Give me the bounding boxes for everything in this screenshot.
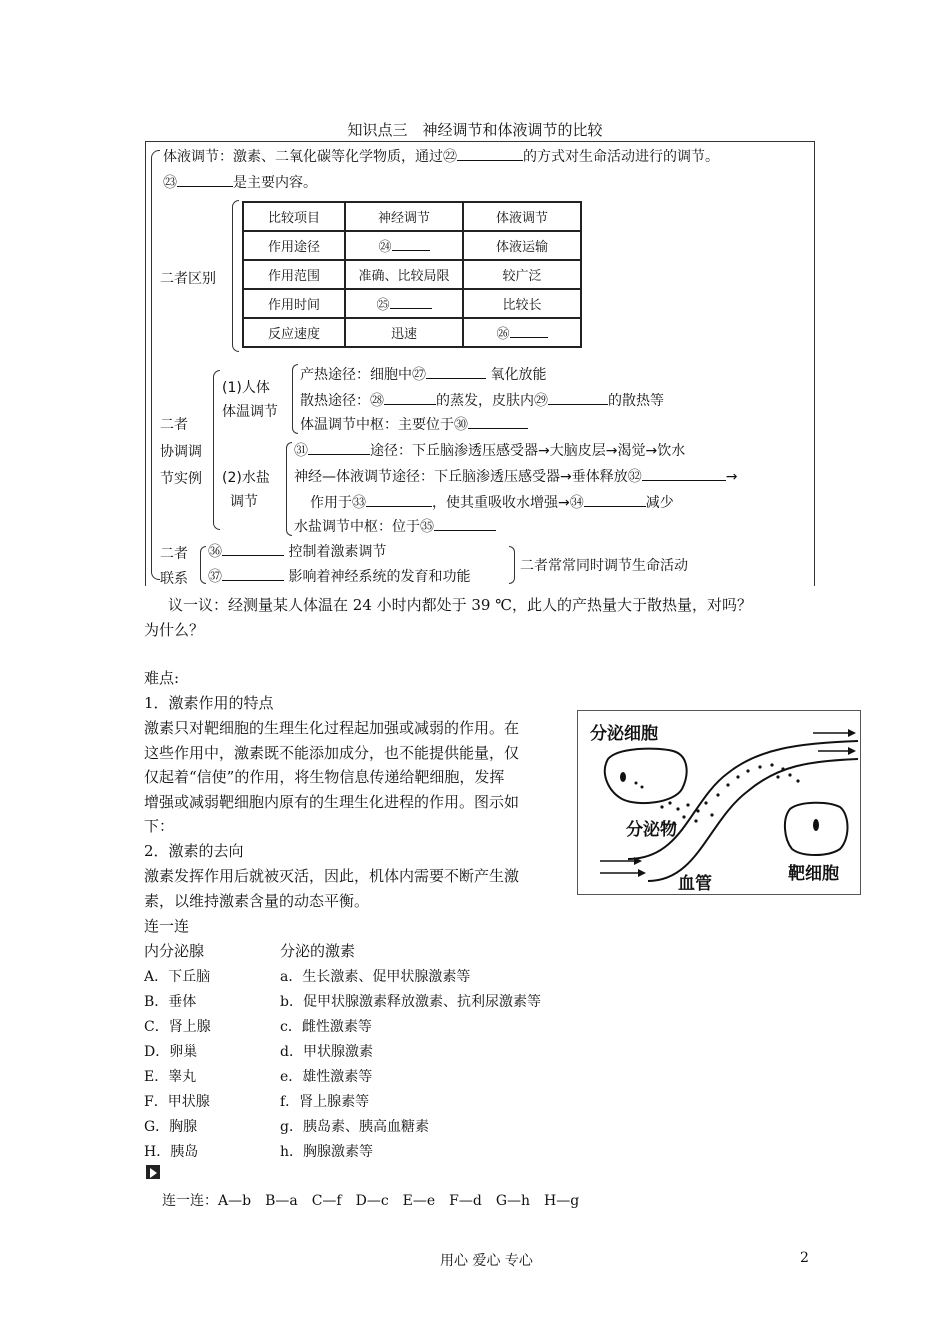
table-row: 作用时间 ㉕ 比较长 — [243, 289, 581, 318]
blank-29 — [548, 392, 608, 405]
water-salt-label: (2)水盐 调节 — [222, 470, 270, 510]
table-header: 比较项目 — [243, 202, 345, 231]
temperature-center-line: 体温调节中枢：主要位于㉚ — [300, 414, 528, 434]
secretion-label: 分泌物 — [626, 820, 677, 840]
blank-33 — [366, 494, 432, 507]
table-row: 反应速度 迅速 ㉖ — [243, 318, 581, 347]
blank-23 — [177, 174, 233, 187]
blank-31 — [308, 442, 370, 455]
relation-line-36: ㊱ 控制着激素调节 — [208, 544, 387, 560]
list-item: c．雌性激素等 — [280, 1019, 372, 1035]
list-item: B．垂体 — [144, 994, 197, 1010]
point1-body: 激素只对靶细胞的生理生化过程起加强或减弱的作用。在 这些作用中，激素既不能添加成分，也不能提供能量，仅 仅起着“信使”的作用，将生物信息传递给靶细胞，发挥 增强或减弱靶细胞内原有的生理生化进程的作用。图示如 下： — [144, 719, 520, 835]
differences-label: 二者区别 — [160, 271, 216, 287]
point2-body: 激素发挥作用后就被灭活，因此，机体内需要不断产生激 素，以维持激素含量的动态平衡。 — [144, 867, 520, 910]
list-item: f．肾上腺素等 — [280, 1094, 370, 1110]
water-center-line: 水盐调节中枢：位于㉟ — [294, 516, 496, 536]
answer-line: 连一连：A—b B—a C—f D—c E—e F—d G—h H—g — [162, 1193, 580, 1209]
differences-brace — [232, 200, 239, 352]
relation-line-37: ㊲ 影响着神经系统的发育和功能 — [208, 569, 471, 585]
blood-vessel-label: 血管 — [678, 874, 712, 894]
relation-right-brace — [509, 546, 515, 584]
comparison-table — [242, 201, 582, 348]
temperature-label: (1)人体 体温调节 — [222, 380, 278, 420]
water-salt-brace — [286, 442, 292, 536]
hormone-list — [280, 965, 541, 1165]
list-item: d．甲状腺激素 — [280, 1044, 373, 1060]
humoral-definition-line1: 体液调节：激素、二氧化碳等化学物质，通过㉒ 的方式对生命活动进行的调节。 — [163, 149, 719, 165]
list-item: h．胸腺激素等 — [280, 1144, 374, 1160]
point1-title: 1．激素作用的特点 — [144, 694, 274, 712]
outer-brace — [151, 150, 160, 580]
blank-28 — [384, 392, 436, 405]
blank-22 — [457, 148, 523, 161]
page-number: 2 — [800, 1250, 809, 1266]
match-heading: 连一连 — [144, 917, 190, 935]
list-item: g．胰岛素、胰高血糖素 — [280, 1119, 429, 1135]
gland-list — [144, 965, 211, 1165]
match-col2-header: 分泌的激素 — [280, 942, 356, 960]
hormone-diagram — [577, 710, 861, 895]
list-item: E．睾丸 — [144, 1069, 197, 1085]
list-item: a．生长激素、促甲状腺激素等 — [280, 969, 471, 985]
blank-30 — [468, 416, 528, 429]
list-item: F．甲状腺 — [144, 1094, 210, 1110]
blank-24 — [392, 238, 430, 251]
secreting-cell-label: 分泌细胞 — [590, 724, 658, 744]
discussion-line2: 为什么？ — [144, 621, 205, 639]
footer-center: 用心 爱心 专心 — [440, 1253, 533, 1269]
coordination-brace — [213, 370, 220, 530]
difficulty-heading: 难点: — [144, 669, 180, 687]
list-item: H．胰岛 — [144, 1144, 199, 1160]
discussion-line1: 议一议：经测量某人体温在 24 小时内都处于 39 ℃，此人的产热量大于散热量，对吗？ — [168, 596, 753, 614]
heat-production-line: 产热途径：细胞中㉗ 氧化放能 — [300, 367, 547, 383]
table-row: 作用途径 ㉔ 体液运输 — [243, 231, 581, 260]
water-action-line: 作用于㉝ ，使其重吸收水增强→㉞ 减少 — [310, 495, 674, 511]
coordination-label: 二者 协调调 节实例 — [160, 417, 202, 487]
list-item: D．卵巢 — [144, 1044, 198, 1060]
table-header: 体液调节 — [463, 202, 581, 231]
relation-brace — [200, 546, 206, 584]
blank-36 — [222, 543, 284, 556]
match-col1-header: 内分泌腺 — [144, 942, 205, 960]
relation-summary: 二者常常同时调节生命活动 — [520, 558, 688, 574]
list-item: e．雄性激素等 — [280, 1069, 373, 1085]
blank-25 — [390, 296, 432, 309]
blank-34 — [584, 494, 646, 507]
list-item: G．胸腺 — [144, 1119, 198, 1135]
blank-35 — [434, 518, 496, 531]
point2-title: 2．激素的去向 — [144, 842, 244, 860]
answer-marker-icon — [146, 1165, 160, 1179]
water-neurohumoral-line: 神经—体液调节途径：下丘脑渗透压感受器→垂体释放㉜ → — [294, 469, 738, 485]
temperature-brace — [292, 364, 298, 434]
blank-26 — [510, 325, 548, 338]
table-row: 作用范围 准确、比较局限 较广泛 — [243, 260, 581, 289]
water-neural-line: ㉛ 途径：下丘脑渗透压感受器→大脑皮层→渴觉→饮水 — [294, 443, 686, 459]
heat-dissipation-line: 散热途径：㉘ 的蒸发，皮肤内㉙ 的散热等 — [300, 393, 664, 409]
list-item: A．下丘脑 — [144, 969, 211, 985]
table-header-row — [243, 202, 581, 231]
blank-32 — [642, 468, 726, 481]
relation-label: 二者 联系 — [160, 546, 188, 587]
target-cell-label: 靶细胞 — [788, 864, 839, 884]
blank-37 — [222, 568, 284, 581]
section-title: 知识点三 神经调节和体液调节的比较 — [347, 121, 603, 139]
blank-27 — [426, 366, 486, 379]
humoral-definition-line2: ㉓ 是主要内容。 — [163, 175, 317, 191]
list-item: b．促甲状腺激素释放激素、抗利尿激素等 — [280, 994, 541, 1010]
list-item: C．肾上腺 — [144, 1019, 211, 1035]
table-header: 神经调节 — [345, 202, 463, 231]
